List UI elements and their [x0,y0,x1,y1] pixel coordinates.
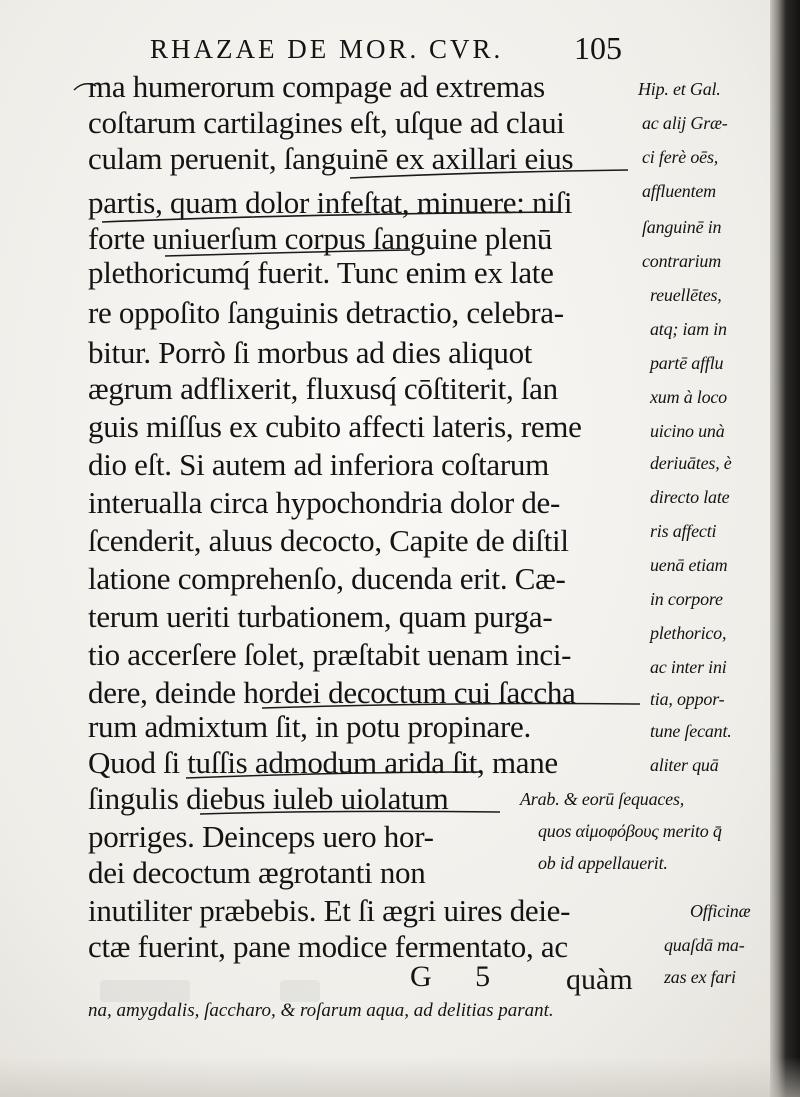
margin-note-line: Arab. & eorū ſequaces, [520,789,685,809]
running-head: RHAZAE DE MOR. CVR. [150,34,504,64]
text-line: dei decoctum ægrotanti non [88,855,426,890]
margin-note-line: ac inter ini [650,657,727,677]
margin-note-line: quaſdā ma- [664,935,745,955]
catchword: quàm [566,963,633,996]
text-line: ſcenderit, aluus decocto, Capite de diſtil [88,523,569,558]
signature-mark: G 5 [410,960,509,993]
underline-mark [102,212,560,222]
underline-mark [350,170,628,178]
text-line: re oppoſito ſanguinis detractio, celebra- [88,295,564,330]
margin-note-line: ris affecti [650,521,717,541]
margin-note-line: directo late [650,487,730,507]
text-line: culam peruenit, ſanguinē ex axillari eius [88,141,574,176]
margin-note-line: quos αἱμοφόβους merito q̄ [538,821,722,841]
margin-note-line: ſanguinē in [642,217,722,237]
text-line: terum ueriti turbationem, quam purga- [88,599,553,634]
text-line: guis miſſus ex cubito affecti lateris, reme [88,409,582,444]
page-edge-shadow [0,1057,800,1097]
text-line: ægrum adflixerit, fluxusq́ cōſtiterit, ſan [88,371,558,406]
margin-note-line: deriuātes, è [650,453,732,473]
underline-mark [74,84,96,90]
underline-mark [262,704,640,709]
margin-note-line: in corpore [650,589,723,609]
text-line: plethoricumq́ fuerit. Tunc enim ex late [88,255,554,290]
margin-note-line: Officinæ [690,901,751,921]
margin-note-line: affluentem [642,181,716,201]
footnote-continuation: na, amygdalis, ſaccharo, & roſarum aqua, ad delitias parant. [88,1000,554,1021]
margin-note-line: ob id appellauerit. [538,853,668,873]
margin-note-line: uicino unà [650,421,725,441]
text-line: partis, quam dolor infeſtat, minuere: niſi [88,185,573,220]
text-line: dere, deinde hordei decoctum cui ſaccha [88,675,576,710]
text-line: inutiliter præbebis. Et ſi ægri uires deie- [88,893,571,928]
margin-note-line: Hip. et Gal. [638,79,721,99]
text-line: rum admixtum ſit, in potu propinare. [88,709,531,744]
text-line: coſtarum cartilagines eſt, uſque ad claui [88,105,565,140]
margin-note-line: tune ſecant. [650,721,732,741]
text-line: Quod ſi tuſſis admodum arida ſit, mane [88,745,558,780]
text-line: ma humerorum compage ad extremas [88,69,545,104]
text-line: dio eſt. Si autem ad inferiora coſtarum [88,447,549,482]
margin-note-line: tia, oppor- [650,689,725,709]
margin-note-line: contrarium [642,251,722,271]
text-line: interualla circa hypochondria dolor de- [88,485,561,520]
text-line: latione comprehenſo, ducenda erit. Cæ- [88,561,566,596]
text-line: ſingulis diebus iuleb uiolatum [88,781,449,816]
underline-mark [200,811,500,814]
margin-note-line: zas ex fari [664,967,736,987]
margin-note-line: ac alij Græ- [642,113,728,133]
margin-note-line: uenā etiam [650,555,728,575]
margin-note-line: atq; iam in [650,319,727,339]
text-line: tio accerſere ſolet, præſtabit uenam inci- [88,637,572,672]
page-number: 105 [574,30,622,66]
text-line: porriges. Deinceps uero hor- [88,819,434,854]
margin-note-line: partē afflu [650,353,724,373]
margin-note-line: aliter quā [650,755,719,775]
margin-note-line: plethorico, [650,623,727,643]
text-line: ctæ fuerint, pane modice fermentato, ac [88,929,568,964]
text-line: bitur. Porrò ſi morbus ad dies aliquot [88,335,533,370]
underline-mark [165,250,410,256]
text-line: forte uniuerſum corpus ſanguine plenū [88,221,553,256]
margin-note-line: ci ferè oēs, [642,147,719,167]
underline-mark [186,772,480,778]
margin-note-line: reuellētes, [650,285,722,305]
book-spine-shadow [770,0,800,1097]
margin-note-line: xum à loco [650,387,727,407]
